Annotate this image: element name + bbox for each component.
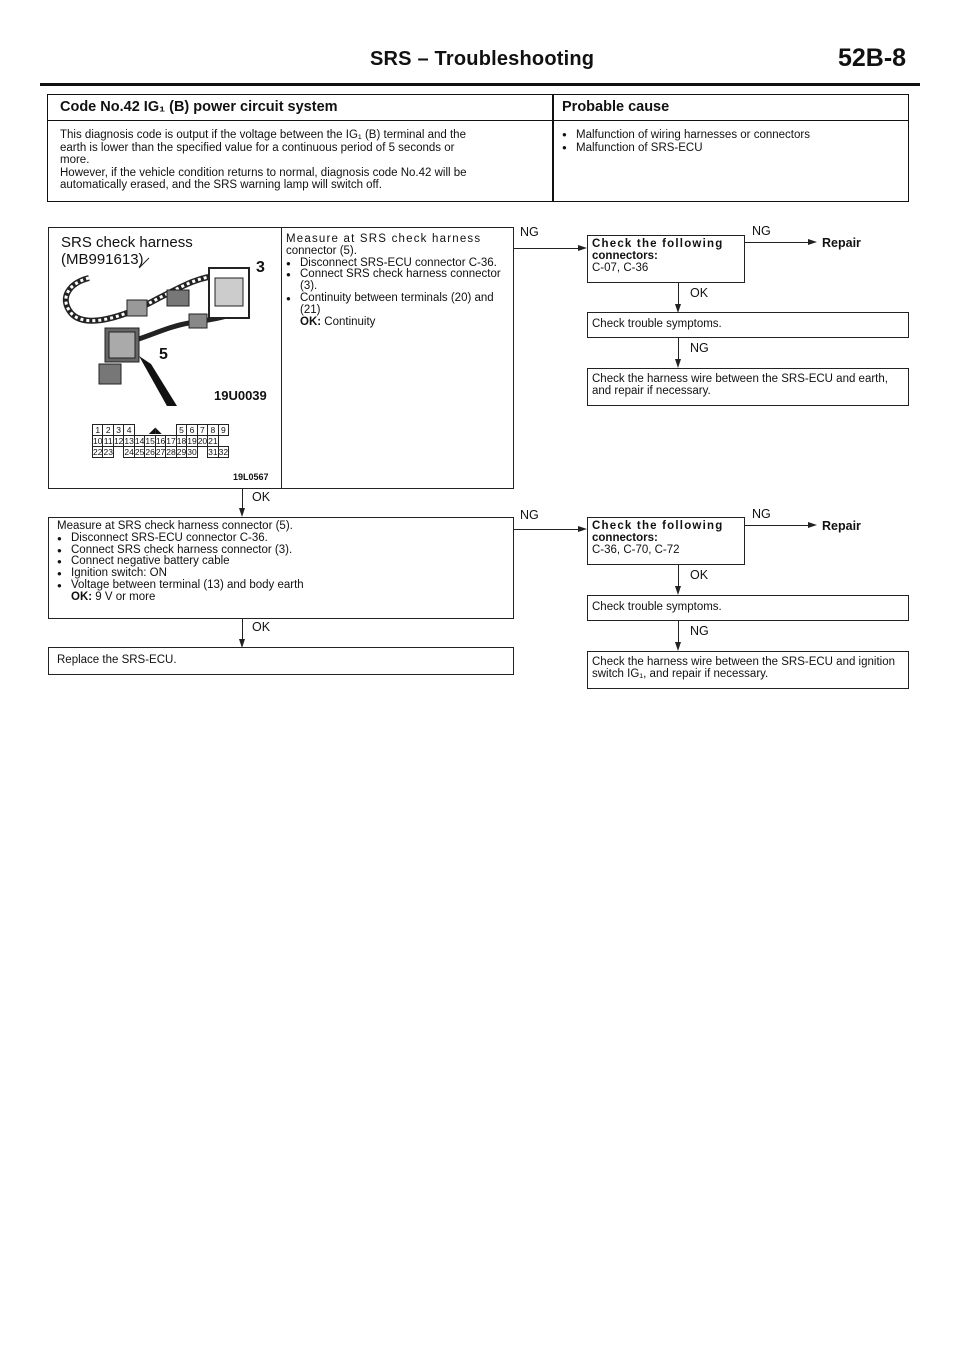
check-symptoms-box-2: Check trouble symptoms. [587, 595, 909, 621]
page-title: SRS – Troubleshooting [370, 48, 595, 70]
figure-part-number: (MB991613) [61, 251, 144, 268]
check-symptoms-box-1: Check trouble symptoms. [587, 312, 909, 338]
code-heading: Code No.42 IG₁ (B) power circuit system [60, 99, 338, 115]
header-rule [40, 83, 920, 86]
cause-list: ● Malfunction of wiring harnesses or connectors ● Malfunction of SRS-ECU [562, 129, 902, 154]
ng-label-5: NG [752, 507, 771, 521]
harness-check-box-2: Check the harness wire between the SRS-ECU and ignition switch IG₁, and repair if necessary. [587, 651, 909, 689]
callout-5: 5 [159, 346, 168, 363]
connector-pin-grid: 1 2 3 4 ◢◣ 5 6 7 8 9 10 11 12 13 14 15 16 17 18 19 20 21 22 23 24 25 26 27 28 29 30 31 32 [93, 424, 229, 457]
ok-label-3: OK [690, 568, 709, 582]
ok-label-4: OK [252, 620, 271, 634]
ng-label-1: NG [520, 225, 539, 239]
ng-label-4: NG [520, 508, 539, 522]
check-connectors-box-2: Check the following connectors: C-36, C-70, C-72 [587, 517, 745, 565]
ng-arrow-repair-1 [808, 239, 817, 245]
ok-label-2: OK [252, 490, 271, 504]
callout-3: 3 [256, 259, 265, 276]
figure-code: 19U0039 [214, 388, 267, 403]
check-connectors-box-1: Check the following connectors: C-07, C-36 [587, 235, 745, 283]
repair-label-1: Repair [822, 236, 861, 250]
ng-label-2: NG [752, 224, 771, 238]
replace-ecu-box: Replace the SRS-ECU. [48, 647, 514, 675]
step1-text: Measure at SRS check harness connector (5). ● Disconnect SRS-ECU connector C-36. ● Connect SRS check harness connector (3). ● Continuity between terminals (20) and (21) OK: Continuity [286, 234, 512, 328]
ng-arrow-2 [578, 526, 587, 532]
page-number: 52B-8 [838, 44, 907, 72]
harness-check-box-1: Check the harness wire between the SRS-ECU and earth, and repair if necessary. [587, 368, 909, 406]
cause-heading: Probable cause [562, 99, 670, 115]
ok-label-1: OK [690, 286, 709, 300]
ng-label-3: NG [690, 341, 709, 355]
code-description: This diagnosis code is output if the voltage between the IG₁ (B) terminal and the earth is lower than the specified value for a continuous period of 5 seconds or more. However, if the vehicle condition returns to normal, diagnosis code No.42 will be automatically erased, and the SRS warning lamp will switch off. [60, 129, 467, 191]
ng-arrow-repair-2 [808, 522, 817, 528]
diagnosis-table [47, 94, 909, 202]
figure-label: SRS check harness [61, 234, 193, 251]
figure-code-2: 19L0567 [233, 472, 269, 482]
step2-box: Measure at SRS check harness connector (5). ● Disconnect SRS-ECU connector C-36. ● Connect SRS check harness connector (3). ● Connect negative battery cable ● Ignition switch: ON ● Voltage between terminal (13) and body earth OK: 9 V or more [48, 517, 514, 619]
ng-arrow-1 [578, 245, 587, 251]
step1-box [48, 227, 514, 489]
ng-label-6: NG [690, 624, 709, 638]
repair-label-2: Repair [822, 519, 861, 533]
